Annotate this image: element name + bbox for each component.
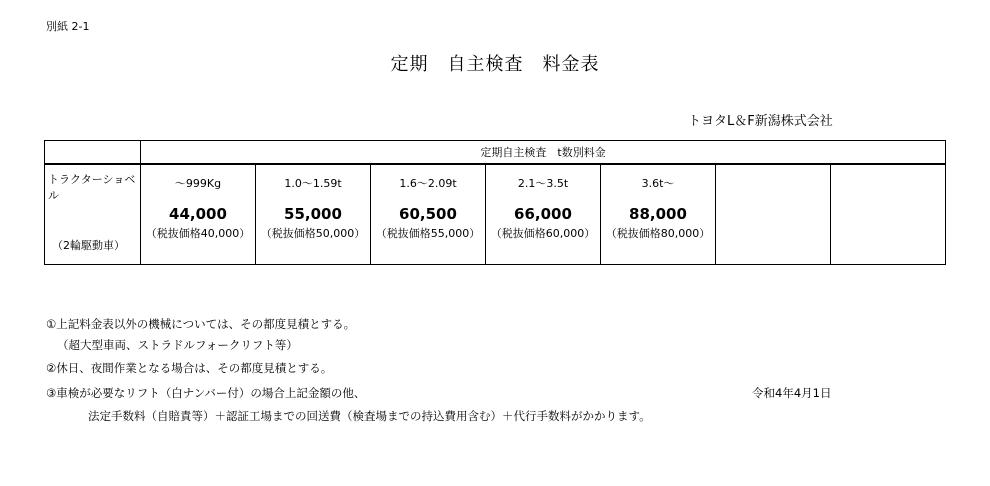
table-header-row xyxy=(45,141,946,165)
issue-date: 令和4年4月1日 xyxy=(752,386,832,400)
table-row xyxy=(45,164,946,265)
table-header-cell: 定期自主検査 t数別料金 xyxy=(141,141,946,165)
price-value: 60,500 xyxy=(399,205,457,223)
tax-excluded-price: （税抜価格80,000） xyxy=(605,227,711,240)
price-cell xyxy=(256,164,371,265)
capacity-range: ～999Kg xyxy=(174,177,222,190)
price-value: 55,000 xyxy=(284,205,342,223)
tax-excluded-price: （税抜価格55,000） xyxy=(375,227,481,240)
machine-name: トラクターショベル xyxy=(48,173,136,202)
note-3: ③車検が必要なリフト（白ナンバー付）の場合上記金額の他、 xyxy=(46,386,366,400)
tax-excluded-price: （税抜価格60,000） xyxy=(490,227,596,240)
tax-excluded-price: （税抜価格40,000） xyxy=(145,227,251,240)
note-1: ①上記料金表以外の機械については、その都度見積とする。 xyxy=(46,317,356,331)
note-1-detail: （超大型車両、ストラドルフォークリフト等） xyxy=(57,338,298,352)
price-cell xyxy=(141,164,256,265)
machine-label-cell xyxy=(45,164,141,265)
capacity-range: 1.6～2.09t xyxy=(399,177,457,190)
note-2: ②休日、夜間作業となる場合は、その都度見積とする。 xyxy=(46,361,333,375)
company-name: トヨタL＆F新潟株式会社 xyxy=(688,114,833,129)
page-title: 定期 自主検査 料金表 xyxy=(390,54,600,75)
price-cell xyxy=(486,164,601,265)
tax-excluded-price: （税抜価格50,000） xyxy=(260,227,366,240)
empty-cell xyxy=(831,164,946,265)
fee-table xyxy=(44,140,946,265)
price-value: 66,000 xyxy=(514,205,572,223)
capacity-range: 2.1～3.5t xyxy=(517,177,569,190)
capacity-range: 3.6t～ xyxy=(641,177,675,190)
price-value: 88,000 xyxy=(629,205,687,223)
table-corner-cell xyxy=(45,141,141,165)
attachment-label: 別紙 2-1 xyxy=(46,20,90,33)
price-cell xyxy=(371,164,486,265)
price-cell xyxy=(601,164,716,265)
price-value: 44,000 xyxy=(169,205,227,223)
empty-cell xyxy=(716,164,831,265)
note-3-detail: 法定手数料（自賠責等）＋認証工場までの回送費（検査場までの持込費用含む）＋代行手数料がかかります。 xyxy=(88,409,651,423)
machine-subtype: （2輪駆動車） xyxy=(52,239,125,252)
capacity-range: 1.0～1.59t xyxy=(284,177,342,190)
